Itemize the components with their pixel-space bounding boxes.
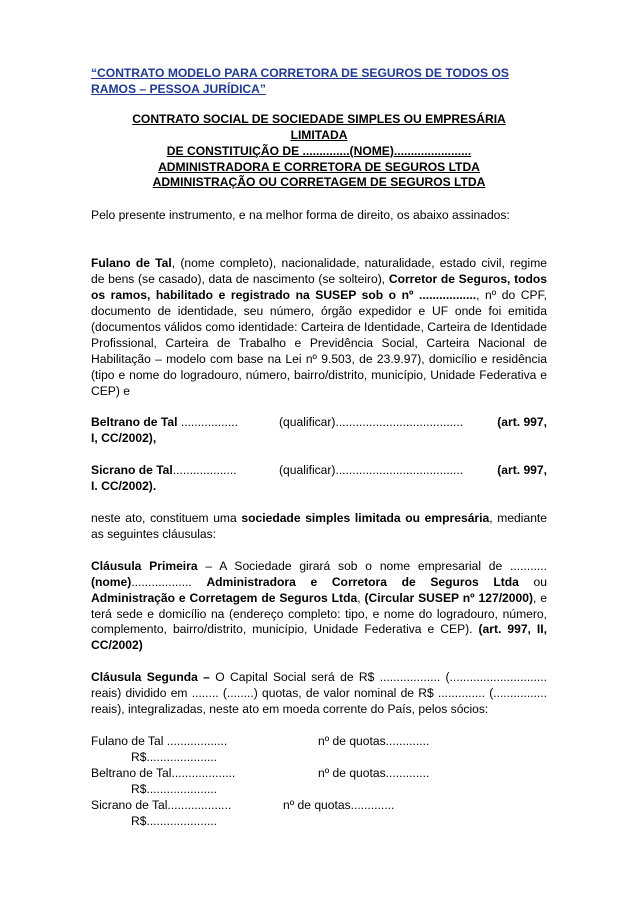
- party-fulano-paragraph: [91, 256, 547, 399]
- clause-first: Cláusula Primeira – A Sociedade girará sob o nome empresarial de ........... (nome).................. Administradora e Corretora de Seguros Ltda ou Administração e Corretagem de Seguros Ltda, (Circular SUSEP nº 127/2000), e terá sede e domicílio na (endereço completo: tipo, e nome do logradouro, número, complemento, bairro/distrito, município, Unidade Federativa e CEP). (art. 997, II, CC/2002): [91, 558, 548, 653]
- partner-quotas: nº de quotas.............: [283, 797, 395, 812]
- party-name: Fulano de Tal: [91, 256, 172, 271]
- partners-list: [91, 734, 547, 829]
- partner-quotas: nº de quotas.............: [318, 765, 430, 780]
- party-article-cont: I. CC/2002).: [91, 479, 157, 494]
- subtitle-line: CONTRATO SOCIAL DE SOCIEDADE SIMPLES OU EMPRESÁRIA: [132, 111, 506, 126]
- party-name: Beltrano de Tal: [91, 415, 178, 430]
- subtitle-line: LIMITADA: [290, 127, 348, 142]
- party-article: (art. 997,: [497, 415, 547, 430]
- party-article: (art. 997,: [497, 463, 547, 478]
- constitution-paragraph: neste ato, constituem uma sociedade simples limitada ou empresária, mediante as seguintes cláusulas:: [91, 511, 548, 541]
- intro-paragraph: Pelo presente instrumento, e na melhor forma de direito, os abaixo assinados:: [91, 208, 510, 223]
- party-beltrano: [91, 415, 547, 447]
- party-text: , (nome completo), nacionalidade, naturalidade, estado civil, regime de bens (se casado), data de nascimento (se solteiro),: [91, 256, 548, 287]
- main-title: “CONTRATO MODELO PARA CORRETORA DE SEGUROS DE TODOS OS RAMOS – PESSOA JURÍDICA”: [91, 66, 509, 96]
- party-qualify: (qualificar)......................................: [279, 415, 464, 430]
- clause-second: Cláusula Segunda – O Capital Social será de R$ .................. (............................. reais) dividido em ........ (........) quotas, de valor nominal de R$ .............. (................ reais), integralizadas, neste ato em moeda corrente do País, pelos sócios:: [91, 670, 547, 717]
- company-type: sociedade simples limitada ou empresária: [241, 511, 490, 526]
- party-article-cont: I, CC/2002),: [91, 431, 157, 446]
- party-sicrano: [91, 463, 547, 495]
- partner-quotas: nº de quotas.............: [318, 734, 430, 748]
- partner-value: R$.....................: [131, 813, 218, 828]
- party-broker-registration: Corretor de Seguros, todos os ramos, habilitado e registrado na SUSEP sob o nº .................: [91, 272, 547, 303]
- subtitle-line: DE CONSTITUIÇÃO DE ..............(NOME).......................: [166, 143, 472, 158]
- party-dots: .................: [177, 415, 238, 430]
- partner-name: Fulano de Tal ..................: [91, 734, 228, 748]
- subtitle-line: ADMINISTRAÇÃO OU CORRETAGEM DE SEGUROS LTDA: [152, 175, 486, 190]
- partner-value: R$.....................: [131, 749, 218, 764]
- party-dots: ...................: [172, 463, 237, 478]
- document-page: [91, 66, 547, 829]
- party-qualify: (qualificar)......................................: [279, 463, 464, 478]
- partner-row: [91, 766, 547, 782]
- clause-heading: Cláusula Segunda –: [91, 670, 210, 685]
- partner-name: Sicrano de Tal...................: [91, 797, 232, 812]
- party-text: , nº do CPF, documento de identidade, seu número, órgão expedidor e UF onde foi emitida (documentos válidos como identidade: Carteira de Identidade, Carteira de Identidade Profissional, Carteira de Trabalho e Previdência Social, Carteira Nacional de Habilitação – modelo com base na Lei nº 9.503, de 23.9.97), domicílio e residência (tipo e nome do logradouro, número, bairro/distrito, município, Unidade Federativa e CEP) e: [91, 288, 547, 398]
- partner-row: [91, 798, 547, 814]
- subtitle-line: ADMINISTRADORA E CORRETORA DE SEGUROS LTDA: [158, 159, 480, 174]
- party-name: Sicrano de Tal: [91, 463, 173, 478]
- partner-name: Beltrano de Tal...................: [91, 765, 236, 780]
- partner-value: R$.....................: [131, 781, 218, 796]
- contract-subtitle: [91, 112, 547, 192]
- clause-heading: Cláusula Primeira: [91, 558, 198, 573]
- partner-row: [91, 734, 547, 750]
